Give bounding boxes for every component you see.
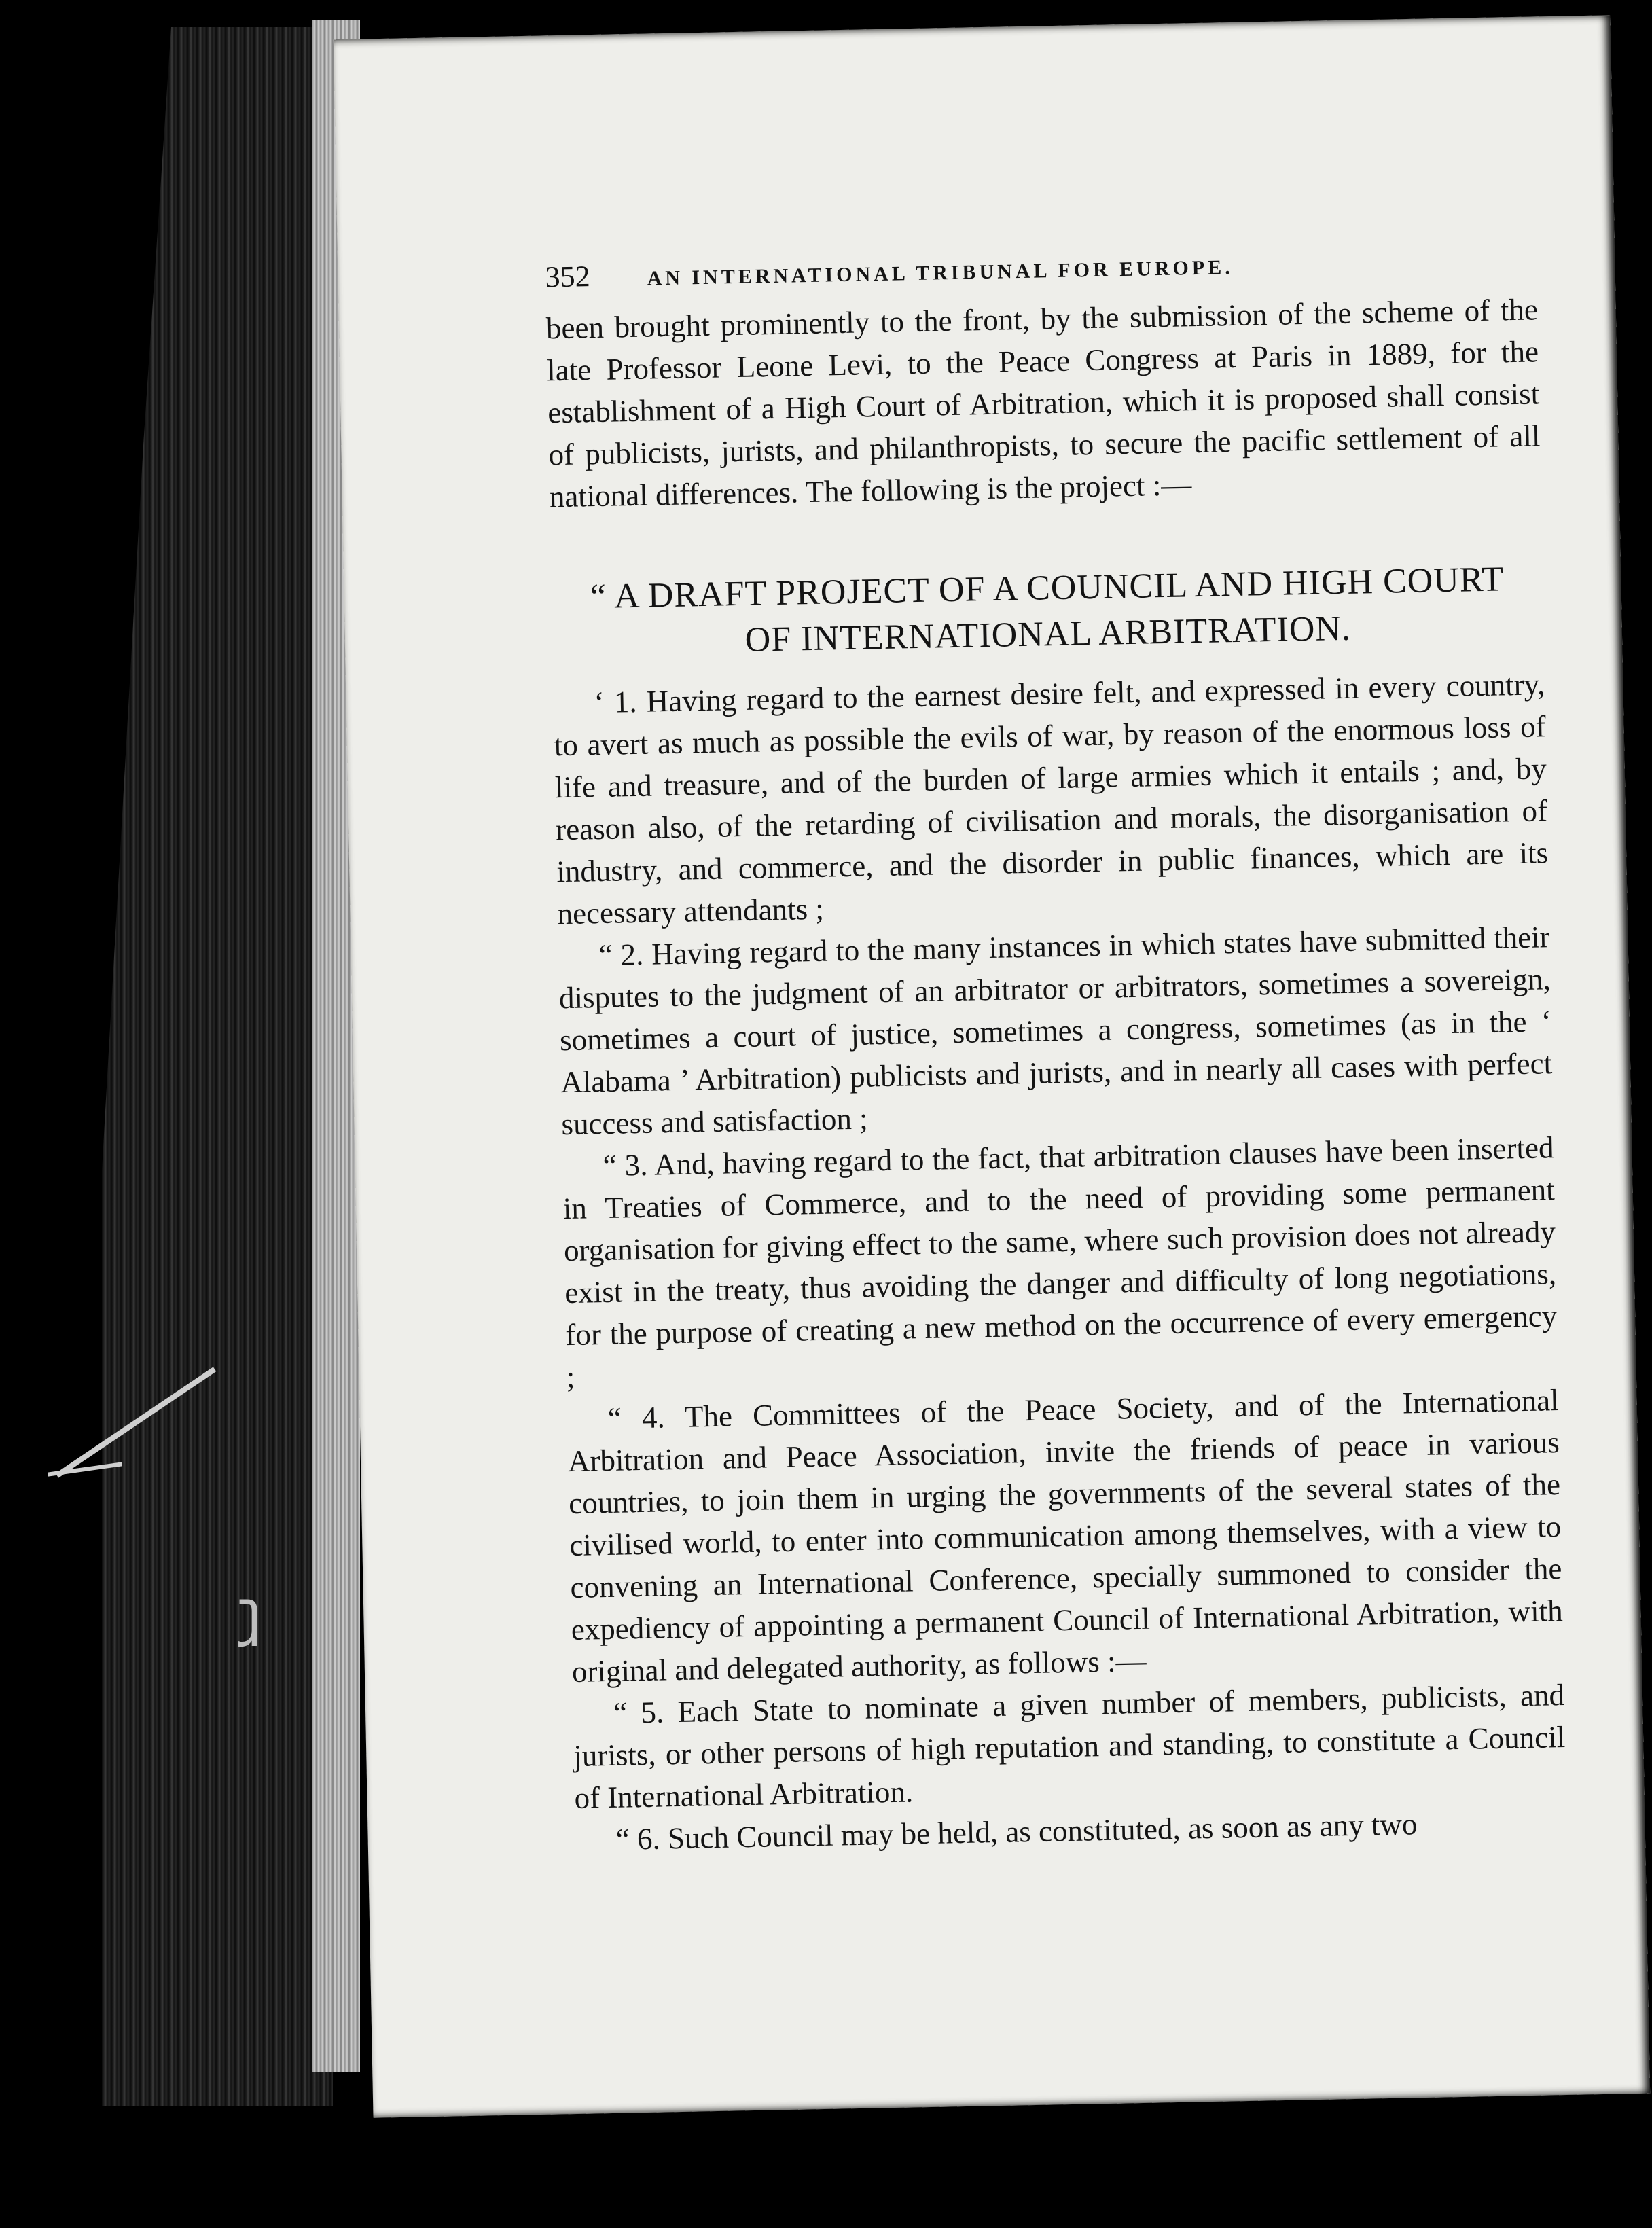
page-content bbox=[545, 240, 1567, 1861]
book-page bbox=[334, 15, 1650, 2118]
clause-4: “ 4. The Committees of the Peace Society, and of the International Arbitration and Peace Association, invite the friends of peace in various countries, to join them in urging the governments of the several states of the civilised world, to enter into communication among themselves, with a view to convening an International Conference, specially summoned to consider the expediency of appointing a permanent Council of International Arbitration, with original and delegated authority, as follows :— bbox=[567, 1383, 1564, 1689]
intro-paragraph: been brought prominently to the front, by the submission of the scheme of the late Professor Leone Levi, to the Peace Congress at Paris in 1889, for the establishment of a High Court of Arbitration, which it is proposed shall consist of publicists, jurists, and philanthropists, to secure the pacific settlement of all national differences. The following is the project :— bbox=[545, 292, 1541, 514]
clause-3: “ 3. And, having regard to the fact, that arbitration clauses have been inserted in Treaties of Commerce, and to the need of providing some permanent organisation for giving effect to the same, where such provision does not already exist in the treaty, thus avoiding the danger and difficulty of long negotiations, for the purpose of creating a new method on the occurrence of every emergency ; bbox=[562, 1130, 1558, 1395]
clause-1: ‘ 1. Having regard to the earnest desire felt, and expressed in every country, to avert as much as possible the evils of war, by reason of the enormous loss of life and treasure, and of the burden of large armies which it entails ; and, by reason also, of the retarding of civilisation and morals, the disorganisation of industry, and commerce, and the disorder in public finances, which are its necessary attendants ; bbox=[554, 667, 1549, 931]
running-title: AN INTERNATIONAL TRIBUNAL FOR EUROPE. bbox=[647, 255, 1234, 290]
clause-2: “ 2. Having regard to the many instances in which states have submitted their disputes to the judgment of an arbitrator or arbitrators, sometimes a sovereign, sometimes a court of justice, sometimes a congress, sometimes (as in the ‘ Alabama ’ Arbitration) publicists and jurists, and in nearly all cases with perfect success and satisfaction ; bbox=[558, 920, 1553, 1142]
heading-line-1: “ A DRAFT PROJECT OF A COUNCIL AND HIGH COURT bbox=[590, 560, 1505, 617]
heading-line-2: OF INTERNATIONAL ARBITRATION. bbox=[744, 609, 1352, 660]
section-heading bbox=[551, 556, 1544, 667]
clause-5: “ 5. Each State to nominate a given number of members, publicists, and jurists, or other persons of high reputation and standing, to constitute a Council of International Arbitration. bbox=[573, 1677, 1566, 1815]
book-fore-edge bbox=[102, 27, 333, 2106]
page-number: 352 bbox=[545, 259, 591, 294]
clause-6: “ 6. Such Council may be held, as constituted, as soon as any two bbox=[615, 1807, 1418, 1856]
margin-scribble: ⱹ bbox=[238, 1589, 264, 1661]
